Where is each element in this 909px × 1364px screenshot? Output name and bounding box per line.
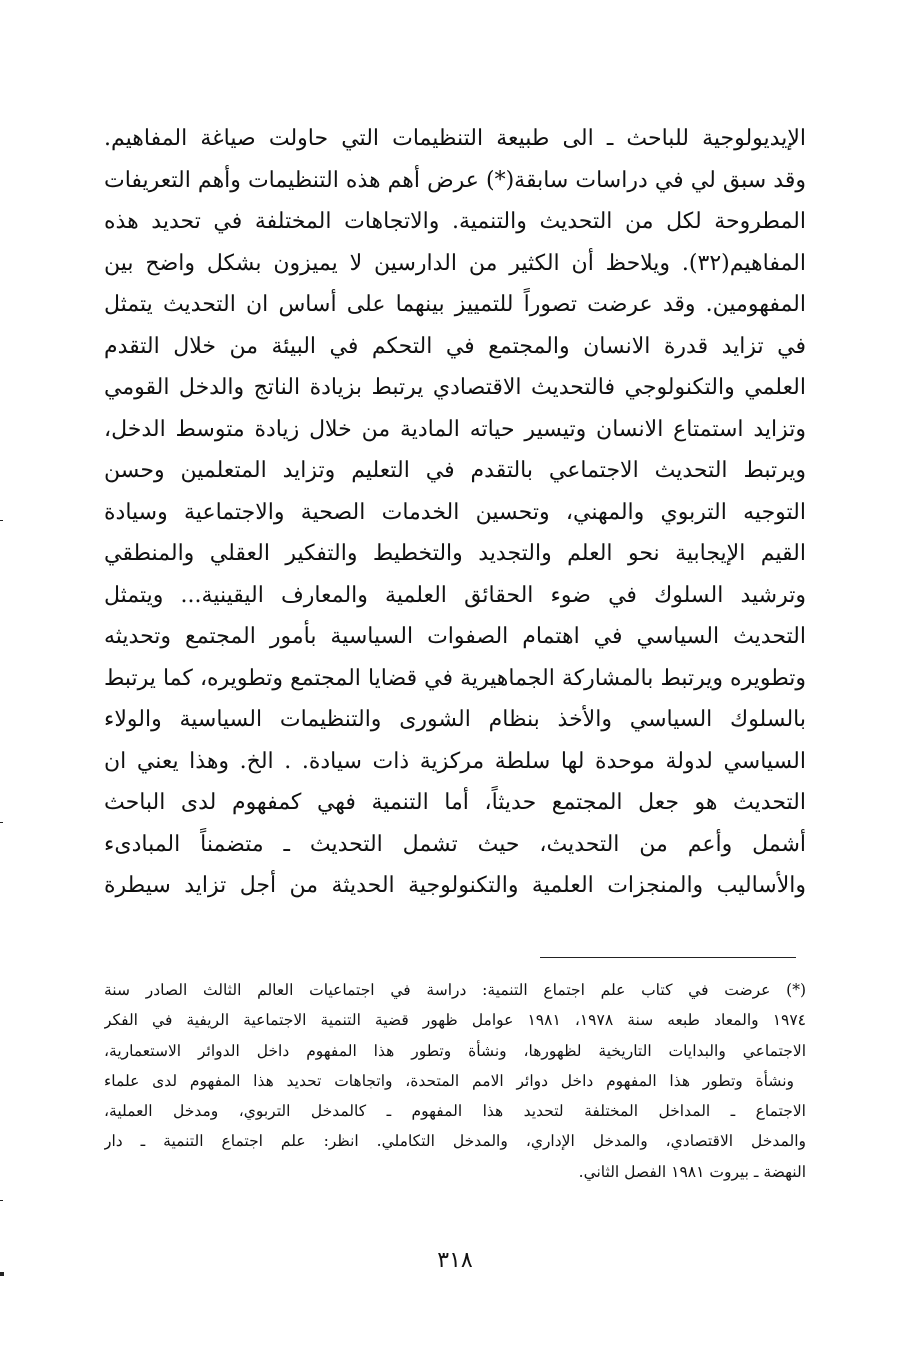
text-line: التحديث السياسي في اهتمام الصفوات السياسية بأمور المجتمع وتحديثه [104, 624, 806, 649]
footnote-line: الاجتماع ـ المداخل المختلفة لتحديد هذا المفهوم ـ كالمدخل التربوي، ومدخل العملية، [104, 1102, 806, 1121]
text-line: ويرتبط التحديث الاجتماعي بالتقدم في التعليم وتزايد المتعلمين وحسن [104, 458, 806, 483]
footnote-line: ونشأة وتطور هذا المفهوم داخل دوائر الامم المتحدة، واتجاهات تحديد هذا المفهوم لدى علماء [104, 1071, 794, 1090]
text-line: في تزايد قدرة الانسان والمجتمع في التحكم في البيئة من خلال التقدم [104, 333, 806, 359]
footnote-separator [540, 957, 796, 958]
text-line: القيم الإيجابية نحو العلم والتجديد والتخطيط والتفكير العقلي والمنطقي [104, 541, 806, 566]
page-number: ٣١٨ [437, 1248, 473, 1273]
text-line: المطروحة لكل من التحديث والتنمية. والاتجاهات المختلفة في تحديد هذه [104, 209, 806, 234]
text-line: العلمي والتكنولوجي فالتحديث الاقتصادي يرتبط بزيادة الناتج والدخل القومي [104, 375, 806, 400]
text-line: السياسي لدولة موحدة لها سلطة مركزية ذات سيادة. . الخ. وهذا يعني ان [104, 748, 806, 774]
footnote-line: (*) عرضت في كتاب علم اجتماع التنمية: دراسة في اجتماعيات العالم الثالث الصادر سنة [104, 981, 806, 999]
footnote-line: الاجتماعي والبدايات التاريخية لظهورها، ونشأة وتطور هذا المفهوم داخل الدوائر الاستعمارية، [104, 1041, 806, 1060]
text-line: وترشيد السلوك في ضوء الحقائق العلمية والمعارف اليقينية... ويتمثل [104, 582, 806, 608]
footnote-line: والمدخل الاقتصادي، والمدخل الإداري، والمدخل التكاملي. انظر: علم اجتماع التنمية ـ دار [104, 1132, 806, 1151]
body-text [104, 118, 806, 907]
footnote-line: ١٩٧٤ والمعاد طبعه سنة ١٩٧٨، ١٩٨١ عوامل ظهور قضية التنمية الاجتماعية الريفية في الفكر [104, 1011, 806, 1030]
text-line: وقد سبق لي في دراسات سابقة(*) عرض أهم هذه التنظيمات وأهم التعريفات [104, 167, 806, 193]
margin-mark [0, 1200, 3, 1201]
margin-mark [0, 822, 3, 823]
footnote-line: النهضة ـ بيروت ١٩٨١ الفصل الثاني. [578, 1162, 806, 1181]
text-line: التحديث هو جعل المجتمع حديثاً، أما التنمية فهي كمفهوم لدى الباحث [104, 790, 806, 815]
text-line: الإيديولوجية للباحث ـ الى طبيعة التنظيمات التي حاولت صياغة المفاهيم. [104, 126, 806, 151]
text-line: المفاهيم(٣٢). ويلاحظ أن الكثير من الدارسين لا يميزون بشكل واضح بين [104, 250, 806, 276]
margin-mark [0, 520, 3, 521]
text-line: وتزايد استمتاع الانسان وتيسير حياته المادية من خلال زيادة متوسط الدخل، [104, 416, 806, 442]
text-line: بالسلوك السياسي والأخذ بنظام الشورى والتنظيمات السياسية والولاء [104, 707, 806, 732]
margin-mark [0, 1272, 4, 1276]
text-line: وتطويره ويرتبط بالمشاركة الجماهيرية في قضايا المجتمع وتطويره، كما يرتبط [104, 665, 806, 691]
text-line: التوجيه التربوي والمهني، وتحسين الخدمات الصحية والاجتماعية وسيادة [104, 499, 806, 525]
text-line: والأساليب والمنجزات العلمية والتكنولوجية الحديثة من أجل تزايد سيطرة [104, 873, 806, 898]
footnote [104, 975, 806, 1187]
text-line: أشمل وأعم من التحديث، حيث تشمل التحديث ـ متضمناً المبادىء [104, 831, 806, 857]
text-line: المفهومين. وقد عرضت تصوراً للتمييز بينهما على أساس ان التحديث يتمثل [104, 292, 806, 317]
